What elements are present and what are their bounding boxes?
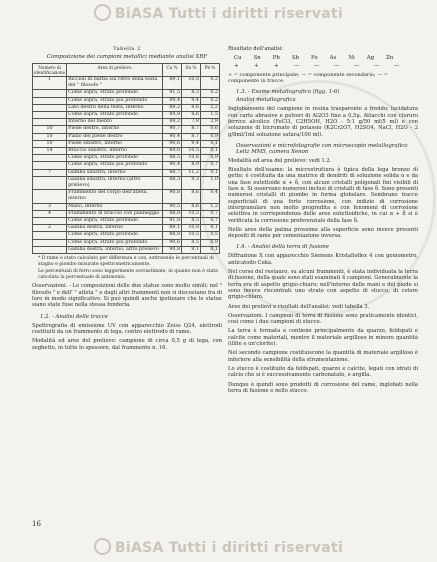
- table-cell-sn: 10,8: [182, 77, 201, 90]
- element-symbol: Sb: [291, 55, 300, 62]
- table-cell-area: Lato destro della testa, interno: [67, 104, 163, 111]
- table-row: [33, 232, 220, 239]
- table-cell-sn: 8,6: [182, 190, 201, 203]
- element-mark: —: [354, 63, 360, 70]
- table-caption: Composizione dei campioni metallici mediante analisi XRF: [46, 54, 208, 60]
- section-heading-traces: 1.2. - Analisi delle tracce: [40, 313, 108, 320]
- table-cell-n: 14: [33, 148, 67, 155]
- table-cell-pb: 0,6: [201, 126, 220, 133]
- paragraph-patina: Nelle aree della patina prossime alla superficie sono invece presenti depositi di rame per cementazione inversa.: [228, 226, 418, 240]
- table-row: [33, 97, 220, 104]
- table-header-cell: Pb %: [201, 64, 220, 77]
- table-cell-pb: 0,1: [201, 246, 220, 253]
- table-cell-sn: 9,1: [182, 246, 201, 253]
- table-cell-pb: 1,2: [201, 203, 220, 210]
- element-marks: [228, 63, 418, 69]
- table-title: Tabella 2: [113, 46, 141, 52]
- table-cell-area: Come sopra, strato più profondo: [67, 162, 163, 169]
- paragraph-composition: La terra è formata e contiene principalmente da quarzo, feldspati e calcite come materiali, mentre il materiale argilloso in minore quantità (illite e un'clorite).: [228, 328, 418, 348]
- results-legend: + = componente principale; — = componente secondario; — = componente in tracce.: [228, 72, 388, 85]
- table-cell-area: Frammento del corpo dell'atleta, interno: [67, 190, 163, 203]
- table-cell-sn: 9,4: [182, 97, 201, 104]
- table-cell-sn: 10,6: [182, 155, 201, 162]
- table-cell-area: Interno del mento: [67, 119, 163, 126]
- paragraph-observations-earth: Osservazioni. I campioni di terra di fusione sono praticamente identici, così come i due campioni di stucco.: [228, 312, 418, 326]
- table-cell-pb: 0,7: [201, 162, 220, 169]
- element-mark: +: [234, 63, 239, 70]
- element-mark: +: [254, 63, 259, 70]
- table-row: [33, 155, 220, 162]
- table-row: [33, 140, 220, 147]
- table-cell-pb: 0,1: [201, 148, 220, 155]
- table-cell-n: 1: [33, 77, 67, 90]
- element-symbol: Ni: [348, 55, 355, 62]
- table-cell-n: 2: [33, 225, 67, 232]
- table-cell-area: Come sopra, strato più profondo: [67, 239, 163, 246]
- table-header-cell: Sn %: [182, 64, 201, 77]
- paragraph-exam-result: Risultato dell'esame: la microstruttura è tipica della lega bronzo di getto; è costituita da una matrice di dendriti di soluzione solida α e da una fase eutettoide α + δ, con alcuni cristalli poligonali fini visibili di fase α. Si osservano numerosi inclusi di cristalli di fase δ. Sono presenti numerosi cristalli di piombo in forma globulare. Sembrano tracce superficiali di una forte corrosione, con indizio di corrosione intergranulare non molto progredita e con fenomeni di corrosione selettiva in corrispondenza delle aree eutettoidiche, in cui α + δ si è verificata la corrosione preferenziale della fase δ.: [228, 167, 418, 224]
- table-cell-n: [33, 232, 67, 239]
- table-cell-pb: 0,9: [201, 239, 220, 246]
- table-cell-cu: 89,4: [163, 97, 182, 104]
- table-cell-cu: 90,6: [163, 239, 182, 246]
- table-cell-n: [33, 90, 67, 97]
- table-cell-area: Riccioli di barba sul retro della testa del " filosofo ": [67, 77, 163, 90]
- table-cell-pb: 2,9: [201, 119, 220, 126]
- paragraph-second-sample: Nel secondo campione costituiscono la quantità di materiale argilloso è inferiore alla sensibilità della strumentazione.: [228, 350, 418, 363]
- paragraph-diffraction: Diffrazione X con apparecchio Siemens Kristalloflex 4 con goniometro, anticatodo Cuka.: [228, 253, 418, 266]
- element-symbol: Zn: [386, 55, 394, 62]
- table-header-cell: Area di prelievo: [67, 64, 163, 77]
- table-row: [33, 133, 220, 140]
- element-mark: —: [394, 63, 400, 70]
- footnote-1: * Il rame è stato calcolato per differenza e con, sottraendo le percentuali di stagno e piombo misurate spettrometricamente.: [38, 256, 214, 267]
- right-column: [228, 46, 418, 397]
- table-cell-pb: 1,5: [201, 112, 220, 119]
- table-row: [33, 112, 220, 119]
- table-cell-pb: 0,7: [201, 210, 220, 217]
- table-cell-n: [33, 218, 67, 225]
- element-mark: —: [374, 63, 380, 70]
- composition-table: [32, 63, 220, 254]
- table-body: [33, 77, 220, 254]
- table-cell-sn: 8,6: [182, 104, 201, 111]
- element-symbol: Pb: [272, 55, 280, 62]
- table-cell-pb: 2,2: [201, 104, 220, 111]
- table-row: [33, 90, 220, 97]
- table-cell-n: 3: [33, 203, 67, 210]
- table-cell-area: Piano del piede destro: [67, 133, 163, 140]
- table-cell-n: [33, 104, 67, 111]
- paragraph-spectrography: Spettrografia di emissione UV con apparecchio Zeiss Q24, elettrodi costituiti da un frammento di lega, contro elettrodo di rame.: [32, 322, 222, 335]
- table-cell-n: [33, 176, 67, 189]
- table-cell-pb: 0,1: [201, 225, 220, 232]
- table-cell-n: [33, 119, 67, 126]
- table-row: [33, 77, 220, 90]
- footnote-2: Le percentuali di ferro sono leggermente sovrastimate, in quanto non è stata calcolata la percentuale di antimonio.: [38, 269, 218, 280]
- table-cell-pb: 0,9: [201, 155, 220, 162]
- table-header-cell: Cu %: [163, 64, 182, 77]
- table-cell-sn: 8,3: [182, 90, 201, 97]
- paragraph-stucco: Lo stucco è costituito da feldspati, quarzo e calcite, legati con idrati di calcio che si è successivamente carbonatato, e argilla.: [228, 365, 418, 379]
- table-cell-pb: 0,7: [201, 218, 220, 225]
- table-row: [33, 218, 220, 225]
- table-cell-cu: 90,4: [163, 133, 182, 140]
- table-cell-sn: 8,6: [182, 112, 201, 119]
- results-label: Risultato dell'analisi:: [228, 46, 284, 52]
- table-cell-n: [33, 162, 67, 169]
- table-cell-n: 10: [33, 140, 67, 147]
- table-cell-sn: 8,7: [182, 133, 201, 140]
- table-cell-cu: 89,8: [163, 112, 182, 119]
- table-cell-cu: 89,2: [163, 104, 182, 111]
- left-column: [32, 46, 222, 354]
- table-cell-n: [33, 239, 67, 246]
- table-header-row: [33, 64, 220, 77]
- element-mark: +: [274, 63, 279, 70]
- watermark-top: BiASA Tutti i diritti riservati: [0, 4, 437, 22]
- table-row: [33, 210, 220, 217]
- table-row: [33, 169, 220, 176]
- element-symbol: Fe: [311, 55, 318, 62]
- table-cell-cu: 90,6: [163, 140, 182, 147]
- table-row: [33, 176, 220, 189]
- table-row: [33, 126, 220, 133]
- table-cell-cu: 88,8: [163, 210, 182, 217]
- table-cell-area: Come sopra, strato profondo: [67, 155, 163, 162]
- table-cell-area: Come sopra, strato profondo: [67, 232, 163, 239]
- table-cell-area: Braccio sinistro, interno: [67, 148, 163, 155]
- table-row: [33, 148, 220, 155]
- table-cell-area: Gamba sinistra, interno (altro prelievo): [67, 176, 163, 189]
- table-cell-cu: 90,5: [163, 203, 182, 210]
- table-cell-pb: 0,1: [201, 140, 220, 147]
- table-cell-pb: 1,0: [201, 176, 220, 189]
- table-cell-cu: 88,8: [163, 232, 182, 239]
- element-symbols: [228, 55, 418, 61]
- table-cell-pb: 0,2: [201, 77, 220, 90]
- section-heading-metallography: 1.3. - Esame metallografico (figg. 1-6): [236, 89, 340, 96]
- subheading-analysis: Analisi metallografica: [236, 97, 296, 104]
- table-cell-cu: 88,5: [163, 155, 182, 162]
- table-row: [33, 246, 220, 253]
- table-row: [33, 119, 220, 126]
- table-cell-area: Frammento di braccio con panneggio: [67, 210, 163, 217]
- table-cell-sn: 10,5: [182, 232, 201, 239]
- element-symbol: Sn: [253, 55, 261, 62]
- table-cell-cu: 91,8: [163, 218, 182, 225]
- table-row: [33, 104, 220, 111]
- table-cell-area: Come sopra, strato più profondo: [67, 97, 163, 104]
- paragraph-corrosion-products: Dunque è quindi sono prodotti di corrosione del rame, inglobati nella terra di fusione e nello stucco.: [228, 381, 418, 394]
- table-cell-n: [33, 246, 67, 253]
- table-cell-cu: 91,5: [163, 90, 182, 97]
- table-cell-cu: 88,7: [163, 169, 182, 176]
- paragraph-sample-area: Modalità ed area del prelievo: vedi 1.2.: [228, 157, 332, 164]
- table-header-cell: Numero di identificazione: [34, 65, 66, 75]
- table-cell-cu: 90,4: [163, 162, 182, 169]
- table-cell-n: [33, 112, 67, 119]
- table-cell-sn: 11,2: [182, 169, 201, 176]
- paragraph-sampling: Modalità ed aree del prelievo: campione di circa 0,5 g di lega, con seghetto, in tutto lo spessore, dal frammento n. 16.: [32, 338, 222, 351]
- subheading-observations: Osservazioni e microfotografie con microscopio metallografico Leitz MM5, camera Xenon: [236, 142, 408, 155]
- page-number: 16: [32, 520, 41, 528]
- table-cell-n: [33, 155, 67, 162]
- table-cell-n: 10: [33, 126, 67, 133]
- table-cell-sn: 10,5: [182, 210, 201, 217]
- table-cell-sn: 9,3: [182, 176, 201, 189]
- table-cell-area: Come sopra, strato profondo: [67, 90, 163, 97]
- paragraph-areas: Aree dei prelievi e risultati dell'analisi: vedi tabella 3.: [228, 303, 370, 310]
- element-mark: —: [294, 63, 300, 70]
- copyright-icon: [94, 538, 111, 555]
- table-cell-cu: 88,3: [163, 176, 182, 189]
- table-cell-cu: 89,1: [163, 77, 182, 90]
- table-row: [33, 239, 220, 246]
- table-cell-n: 10: [33, 133, 67, 140]
- section-heading-casting-earth: 1.4. - Analisi della terra di fusione: [236, 244, 329, 251]
- table-row: [33, 162, 220, 169]
- paragraph-observations: Osservazioni. - Le composizioni delle due statue sono molto simili; nel " filosofo " e dell' " atleta " e dagli altri frammenti non si discostano fra di loro in modo significativo. Si può quindi anche ipotizzare che le statue siano state fuse nella stessa fonderia.: [32, 283, 222, 309]
- element-mark: —: [314, 63, 320, 70]
- watermark-bottom: BiASA Tutti i diritti riservati: [0, 538, 437, 556]
- table-cell-cu: 89,2: [163, 119, 182, 126]
- table-cell-area: Gamba sinistra, interno: [67, 169, 163, 176]
- table-cell-pb: 0,5: [201, 232, 220, 239]
- table-cell-sn: 9,4: [182, 140, 201, 147]
- element-symbol: Ag: [366, 55, 375, 62]
- table-cell-area: Piede sinistro, interno: [67, 140, 163, 147]
- table-cell-pb: 0,1: [201, 169, 220, 176]
- table-cell-sn: 8,5: [182, 239, 201, 246]
- table-cell-sn: 8,7: [182, 126, 201, 133]
- table-cell-cu: 90,8: [163, 246, 182, 253]
- table-cell-cu: 90,7: [163, 126, 182, 133]
- paragraph-preparation: Inglobamento del campione in resina trasparente a freddo; lucidatura con carte abrasive e polveri di Al2O3 fino a 0,5μ. Attacchi con cloruro ferrico alcolico (FeCl3, C2H5OH, H2O - 5:1 g/50 ml/5 ml) e con soluzione di bicromato di potassio (K2Cr2O7, H2SO4, NaCl, H2O - 2 g/8ml/1ml soluzione satura/100 ml).: [228, 106, 418, 138]
- table-cell-sn: 8,5: [182, 218, 201, 225]
- table-cell-sn: 8,9: [182, 162, 201, 169]
- table-cell-area: Mano, interno: [67, 203, 163, 210]
- table-cell-area: Gamba destra, interno: [67, 225, 163, 232]
- table-cell-pb: 0,2: [201, 97, 220, 104]
- table-row: [33, 203, 220, 210]
- table-row: [33, 190, 220, 203]
- table-cell-pb: 0,4: [201, 190, 220, 203]
- table-cell-area: Come sopra, strato profondo: [67, 218, 163, 225]
- element-symbol: As: [329, 55, 337, 62]
- table-cell-area: Come sopra, strato profondo: [67, 112, 163, 119]
- table-cell-area: Piede destro, interno: [67, 126, 163, 133]
- element-mark: —: [334, 63, 340, 70]
- table-cell-sn: 8,6: [182, 203, 201, 210]
- table-cell-n: [33, 190, 67, 203]
- element-symbol: Cu: [234, 55, 242, 62]
- table-row: [33, 225, 220, 232]
- table-cell-sn: 7,9: [182, 119, 201, 126]
- paragraph-restoration: Nel corso del restauro, su alcuni frammenti, è stata individuata la terra di fusione, della quale sono stati esaminati 4 campioni. Generalmente la terra era di aspetto grigio-chiaro; nell'interno delle mani e del piede si sono invece riscontrati uno strato con aspetto di stucco, di colore grigio-chiaro.: [228, 269, 418, 301]
- table-cell-pb: 0,9: [201, 133, 220, 140]
- table-cell-cu: 89,0: [163, 148, 182, 155]
- table-cell-n: 4: [33, 210, 67, 217]
- table-cell-cu: 90,8: [163, 190, 182, 203]
- table-cell-pb: 0,2: [201, 90, 220, 97]
- table-cell-sn: 10,8: [182, 225, 201, 232]
- table-cell-n: 7: [33, 169, 67, 176]
- table-cell-cu: 89,1: [163, 225, 182, 232]
- table-cell-area: Gamba destra, interno, altro prelievo: [67, 246, 163, 253]
- table-cell-sn: 10,5: [182, 148, 201, 155]
- table-cell-n: [33, 97, 67, 104]
- copyright-icon: [94, 4, 111, 21]
